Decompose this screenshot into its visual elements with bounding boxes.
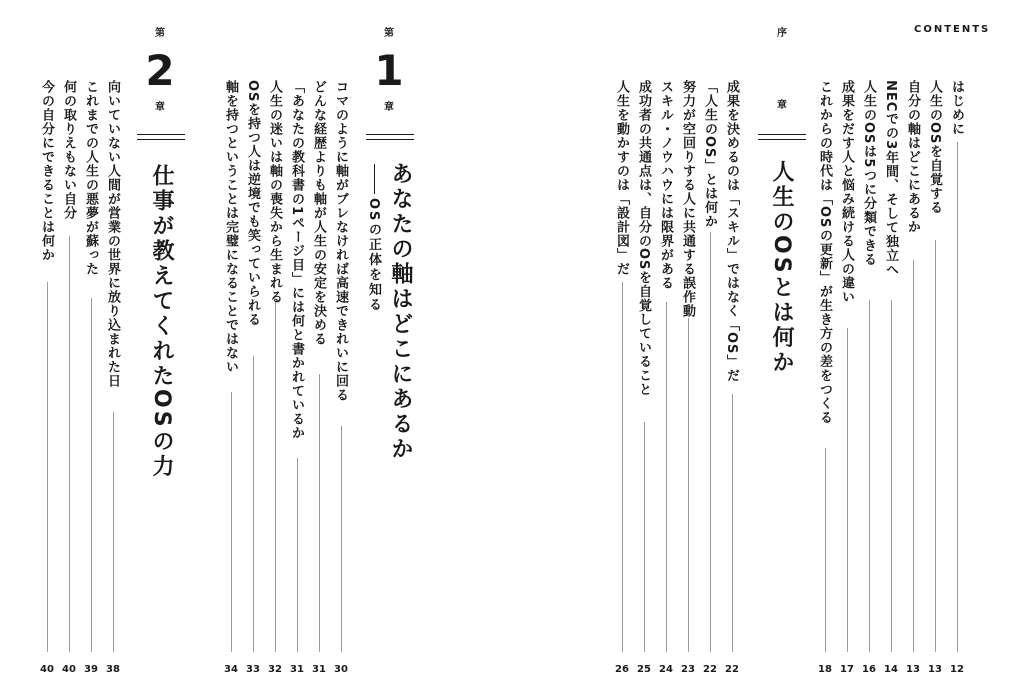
leader-line [825, 448, 826, 652]
leader-line [710, 232, 711, 652]
page-number: 22 [725, 664, 739, 675]
chapter-title[interactable]: あなたの軸はどこにあるか [388, 162, 413, 462]
toc-entry-prologue-5[interactable]: 成功者の共通点は、自分のOSを自覚していること [636, 80, 651, 397]
contents-heading: CONTENTS [914, 24, 991, 35]
toc-entry-intro-1[interactable]: はじめに [949, 80, 964, 136]
leader-line [869, 300, 870, 652]
page-number: 30 [334, 664, 348, 675]
leader-line [47, 282, 48, 652]
chapter-rule [758, 134, 806, 140]
chapter-number: 2 [145, 46, 175, 95]
toc-entry-ch1-5[interactable]: OSを持つ人は逆境でも笑っていられる [245, 80, 260, 327]
page-number: 34 [224, 664, 238, 675]
toc-entry-ch2-4[interactable]: 今の自分にできることは何か [39, 80, 54, 262]
leader-line [113, 412, 114, 652]
toc-entry-prologue-1[interactable]: 成果を決めるのは「スキル」ではなく「OS」だ [724, 80, 739, 383]
page-number: 22 [703, 664, 717, 675]
page-number: 12 [950, 664, 964, 675]
page-number: 32 [268, 664, 282, 675]
page-number: 39 [84, 664, 98, 675]
page-number: 13 [906, 664, 920, 675]
leader-line [891, 300, 892, 652]
page-number: 16 [862, 664, 876, 675]
chapter-subtitle: OSの正体を知る [366, 198, 381, 313]
leader-line [913, 260, 914, 652]
toc-entry-ch1-3[interactable]: 「あなたの教科書の1ページ目」には何と書かれているか [289, 80, 304, 441]
chapter-rule [366, 134, 414, 140]
toc-entry-ch1-2[interactable]: どんな経歴よりも軸が人生の安定を決める [311, 80, 326, 346]
subtitle-dash [374, 164, 375, 194]
leader-line [644, 422, 645, 652]
toc-entry-intro-4[interactable]: NECでの3年間、そして独立へ [883, 80, 898, 277]
chapter-label-top: 第 [155, 28, 165, 39]
leader-line [297, 458, 298, 652]
page-number: 33 [246, 664, 260, 675]
chapter-title[interactable]: 仕事が教えてくれたOSの力 [149, 164, 174, 480]
leader-line [666, 302, 667, 652]
chapter-label-top: 序 [777, 28, 787, 39]
page-number: 24 [659, 664, 673, 675]
page-number: 13 [928, 664, 942, 675]
toc-entry-ch1-6[interactable]: 軸を持つということは完璧になることではない [223, 80, 238, 374]
toc-entry-prologue-3[interactable]: 努力が空回りする人に共通する誤作動 [680, 80, 695, 318]
chapter-label-bottom: 章 [777, 100, 787, 111]
leader-line [319, 374, 320, 652]
toc-entry-intro-6[interactable]: 成果をだす人と悩み続ける人の違い [839, 80, 854, 304]
toc-entry-prologue-2[interactable]: 「人生のOS」とは何か [702, 80, 717, 229]
page-number: 31 [312, 664, 326, 675]
toc-entry-ch2-1[interactable]: 向いていない人間が営業の世界に放り込まれた日 [105, 80, 120, 388]
page-number: 18 [818, 664, 832, 675]
chapter-number: 1 [374, 46, 404, 95]
leader-line [935, 240, 936, 652]
chapter-label-bottom: 章 [384, 102, 394, 113]
chapter-rule [137, 134, 185, 140]
leader-line [957, 142, 958, 652]
leader-line [847, 328, 848, 652]
toc-entry-prologue-6[interactable]: 人生を動かすのは「設計図」だ [614, 80, 629, 276]
page-number: 23 [681, 664, 695, 675]
page-number: 17 [840, 664, 854, 675]
chapter-title[interactable]: 人生のOSとは何か [769, 160, 794, 376]
page-number: 40 [62, 664, 76, 675]
leader-line [341, 426, 342, 652]
page-number: 25 [637, 664, 651, 675]
toc-entry-intro-3[interactable]: 自分の軸はどこにあるか [905, 80, 920, 234]
leader-line [253, 356, 254, 652]
leader-line [69, 236, 70, 652]
page-number: 38 [106, 664, 120, 675]
leader-line [275, 302, 276, 652]
toc-entry-ch2-3[interactable]: 何の取りえもない自分 [61, 80, 76, 220]
chapter-label-top: 第 [384, 28, 394, 39]
page-number: 14 [884, 664, 898, 675]
toc-entry-ch1-4[interactable]: 人生の迷いは軸の喪失から生まれる [267, 80, 282, 304]
leader-line [732, 394, 733, 652]
toc-entry-ch1-1[interactable]: コマのように軸がブレなければ高速できれいに回る [333, 80, 348, 402]
leader-line [91, 298, 92, 652]
toc-entry-ch2-2[interactable]: これまでの人生の悪夢が蘇った [83, 80, 98, 276]
toc-entry-intro-5[interactable]: 人生のOSは5つに分類できる [861, 80, 876, 267]
chapter-label-bottom: 章 [155, 102, 165, 113]
toc-entry-intro-7[interactable]: これからの時代は「OSの更新」が生き方の差をつくる [817, 80, 832, 425]
leader-line [688, 318, 689, 652]
page-number: 26 [615, 664, 629, 675]
leader-line [622, 282, 623, 652]
page-number: 31 [290, 664, 304, 675]
page-number: 40 [40, 664, 54, 675]
toc-entry-prologue-4[interactable]: スキル・ノウハウには限界がある [658, 80, 673, 290]
toc-entry-intro-2[interactable]: 人生のOSを自覚する [927, 80, 942, 215]
leader-line [231, 392, 232, 652]
right-page [511, 0, 1022, 678]
